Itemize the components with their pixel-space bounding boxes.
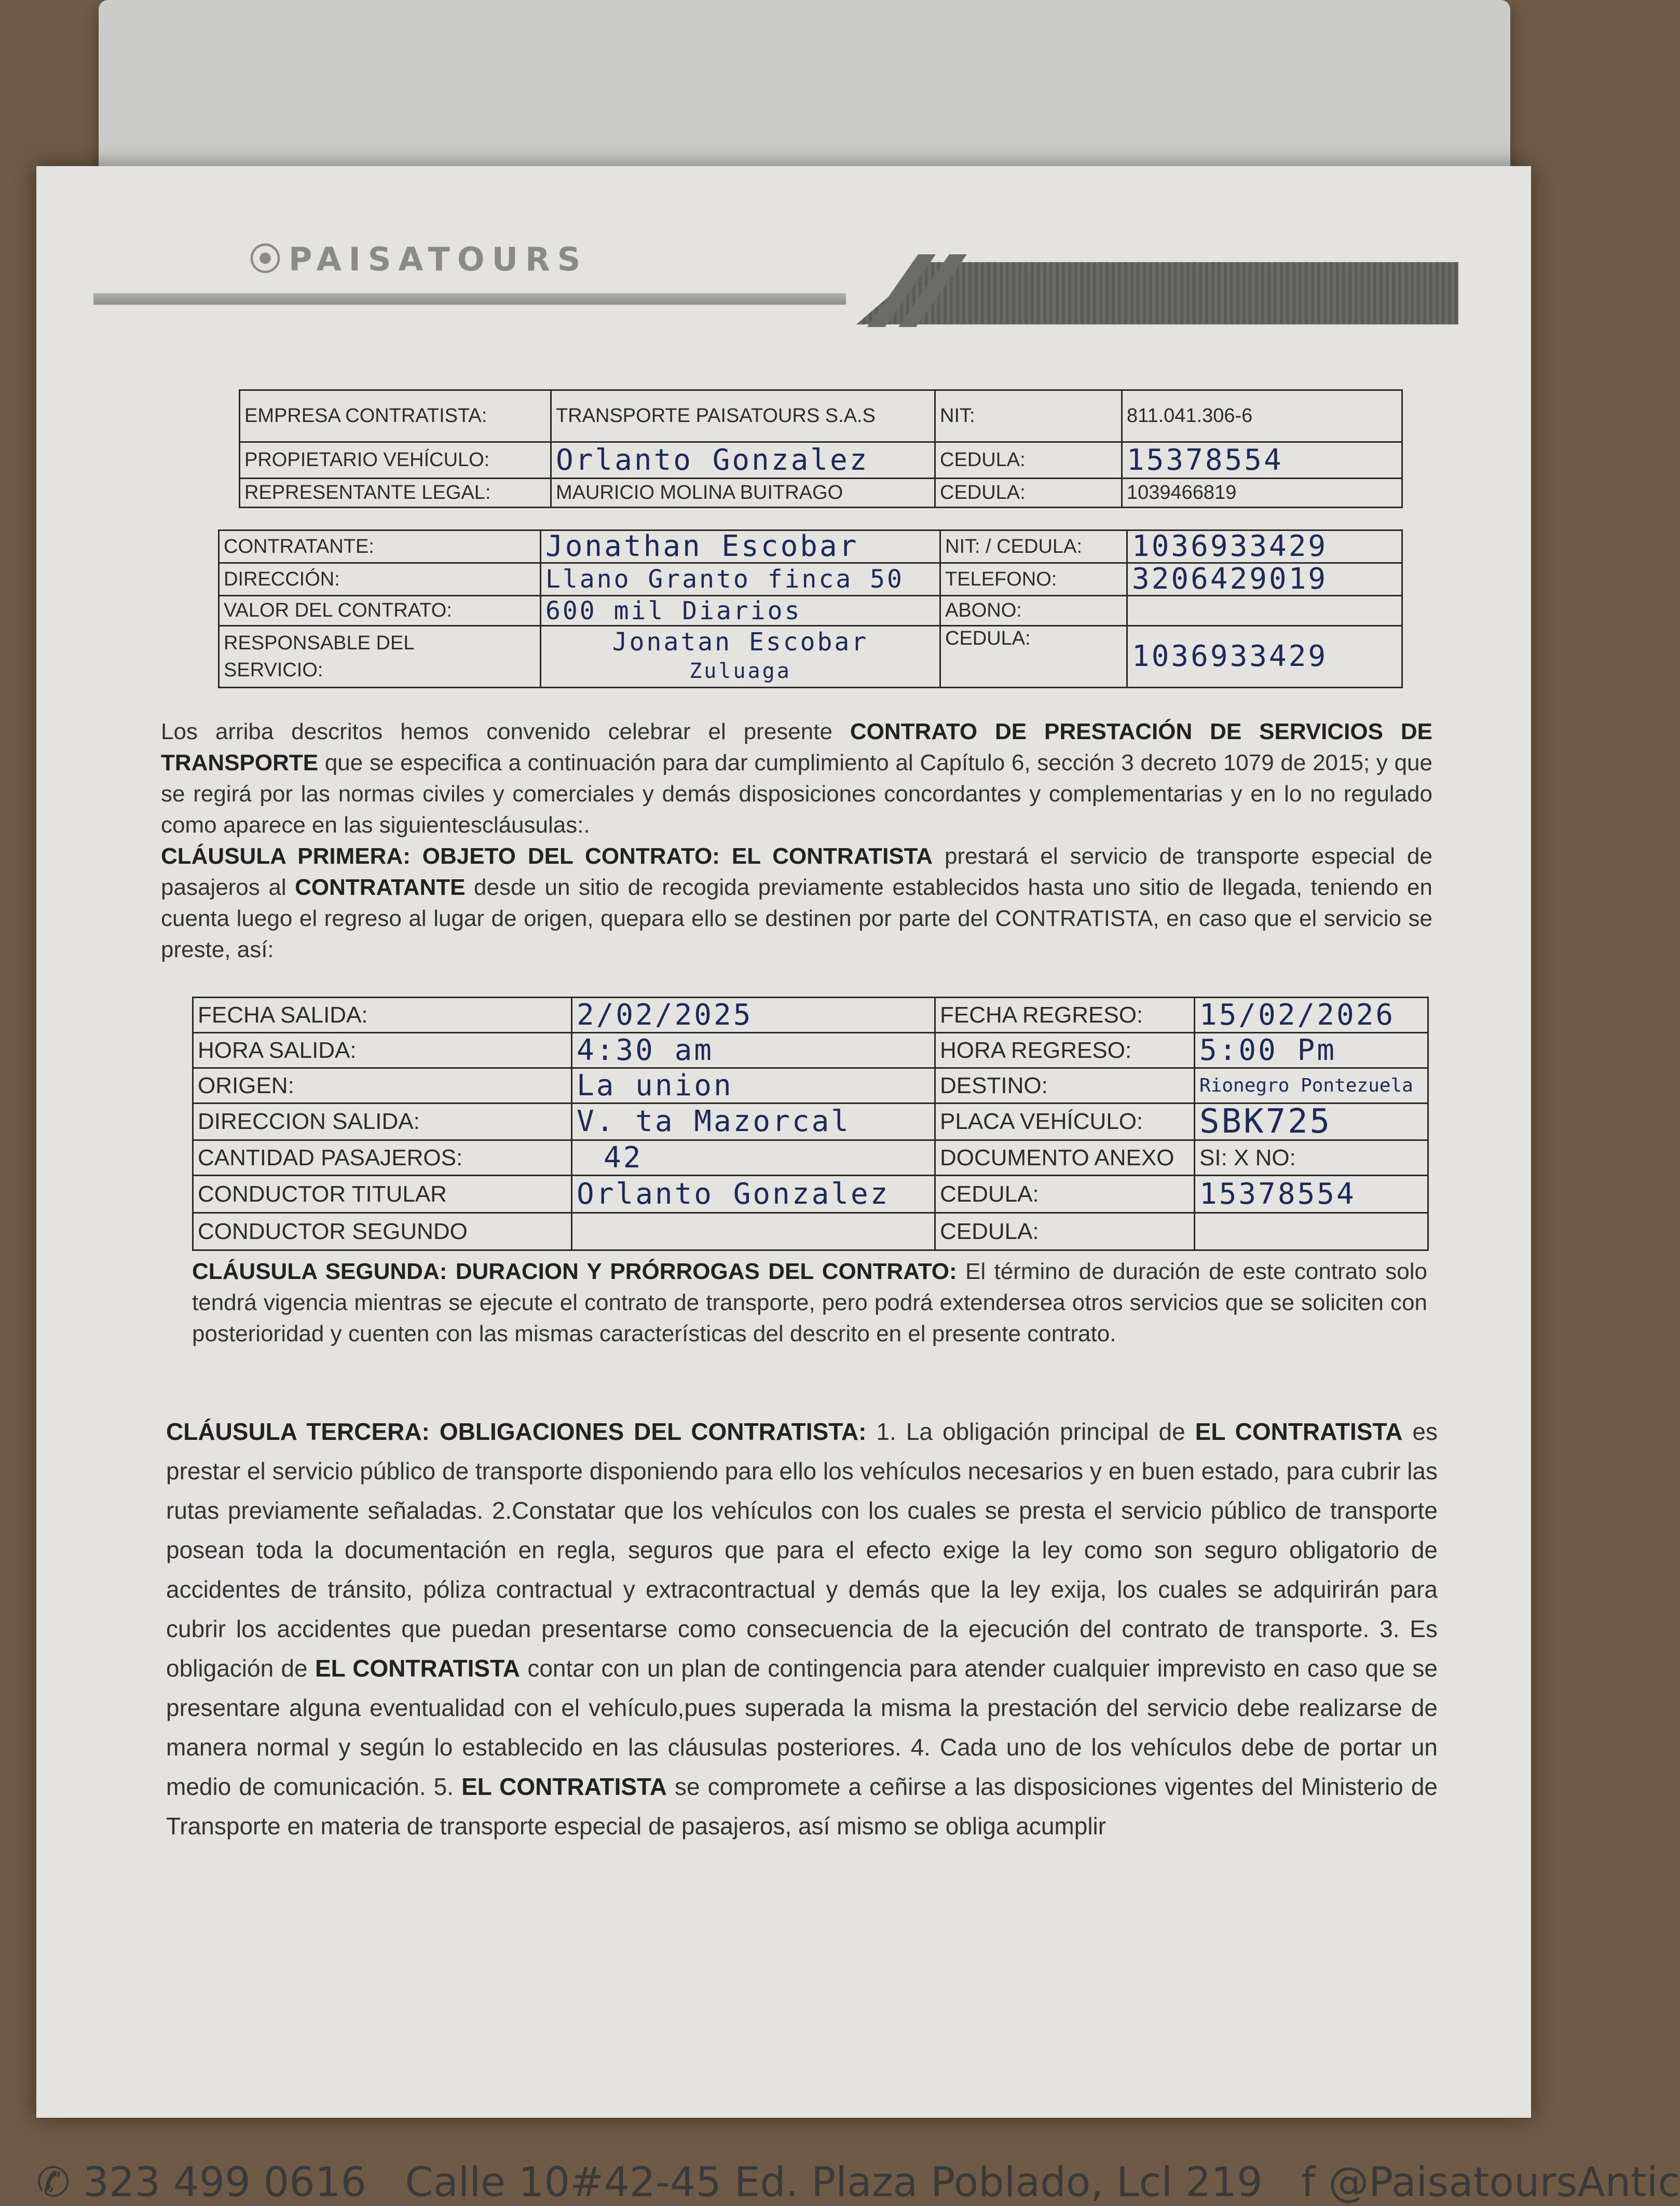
telefono-value: 3206429019 — [1127, 563, 1402, 596]
destino-value: Rionegro Pontezuela — [1195, 1068, 1428, 1104]
telefono-label: TELEFONO: — [940, 563, 1127, 596]
hora-regreso-value: 5:00 Pm — [1195, 1033, 1428, 1068]
documento-anexo-label: DOCUMENTO ANEXO — [935, 1140, 1195, 1176]
cedula-value: 1036933429 — [1127, 626, 1402, 688]
placa-label: PLACA VEHÍCULO: — [935, 1104, 1195, 1140]
direccion-value: Llano Granto finca 50 — [541, 563, 940, 596]
conductor-segundo-label: CONDUCTOR SEGUNDO — [193, 1213, 572, 1250]
cedula-label: CEDULA: — [935, 442, 1122, 479]
destino-label: DESTINO: — [935, 1068, 1195, 1104]
fecha-regreso-value: 15/02/2026 — [1195, 998, 1428, 1033]
nit-cedula-value: 1036933429 — [1127, 530, 1402, 563]
fecha-salida-label: FECHA SALIDA: — [193, 998, 572, 1033]
cedula-segundo-label: CEDULA: — [935, 1213, 1195, 1250]
footer-address: Calle 10#42-45 Ed. Plaza Poblado, Lcl 219 — [405, 2159, 1263, 2206]
client-table — [218, 529, 1403, 688]
intro-paragraph: Los arriba descritos hemos convenido celebrar el presente CONTRATO DE PRESTACIÓN DE SERVICIOS DE TRANSPORTE que se especifica a continuación para dar cumplimiento al Capítulo 6, sección 3 decreto 1079 de 2015; y que se regirá por las normas civiles y comerciales y demás disposiciones concordantes y complementarias y en lo no regulado como aparece en las siguientescláusulas:. — [161, 719, 1433, 838]
cedula-titular-value: 15378554 — [1195, 1176, 1428, 1213]
footer-contact — [36, 2159, 1680, 2206]
abono-label: ABONO: — [940, 596, 1127, 626]
propietario-value: Orlanto Gonzalez — [551, 442, 935, 479]
abono-value — [1127, 596, 1402, 626]
empresa-label: EMPRESA CONTRATISTA: — [240, 390, 551, 442]
cedula-label: CEDULA: — [935, 479, 1122, 508]
contratante-value: Jonathan Escobar — [541, 530, 940, 563]
cantidad-pasajeros-value: 42 — [572, 1140, 935, 1176]
direccion-salida-value: V. ta Mazorcal — [572, 1104, 935, 1140]
hora-regreso-label: HORA REGRESO: — [935, 1033, 1195, 1068]
conductor-segundo-value — [572, 1213, 935, 1250]
conductor-titular-label: CONDUCTOR TITULAR — [193, 1176, 572, 1213]
clause-first: CLÁUSULA PRIMERA: OBJETO DEL CONTRATO: EL CONTRATISTA prestará el servicio de transporte especial de pasajeros al CONTRATANTE desde un sitio de recogida previamente establecidos hasta uno sitio de llegada, teniendo en cuenta luego el regreso al lugar de origen, quepara ello se destinen por parte del CONTRATISTA, en caso que el servicio se preste, así: — [161, 843, 1432, 962]
company-table — [239, 389, 1403, 508]
brand-logo-text: ⦿PAISATOURS — [249, 240, 588, 278]
nit-cedula-label: NIT: / CEDULA: — [940, 530, 1127, 563]
propietario-label: PROPIETARIO VEHÍCULO: — [240, 442, 551, 479]
responsable-label: RESPONSABLE DEL SERVICIO: — [219, 626, 541, 688]
representante-label: REPRESENTANTE LEGAL: — [240, 479, 551, 508]
cedula-label: CEDULA: — [940, 626, 1127, 688]
fecha-regreso-label: FECHA REGRESO: — [935, 998, 1195, 1033]
clause-second: CLÁUSULA SEGUNDA: DURACION Y PRÓRROGAS DEL CONTRATO: El término de duración de este contrato solo tendrá vigencia mientras se ejecute el contrato de transporte, pero podrá extendersea otros servicios que se soliciten con posterioridad y cuenten con las mismas características del descrito en el presente contrato. — [192, 1259, 1427, 1346]
footer-phone: 323 499 0616 — [83, 2159, 367, 2206]
hora-salida-value: 4:30 am — [572, 1033, 935, 1068]
header-bar — [93, 293, 846, 305]
phone-icon: ✆ — [36, 2159, 71, 2206]
cantidad-pasajeros-label: CANTIDAD PASAJEROS: — [193, 1140, 572, 1176]
contratante-label: CONTRATANTE: — [219, 530, 541, 563]
origen-value: La union — [572, 1068, 935, 1104]
cedula-titular-label: CEDULA: — [935, 1176, 1195, 1213]
nit-value: 811.041.306-6 — [1122, 390, 1402, 442]
clause-third: CLÁUSULA TERCERA: OBLIGACIONES DEL CONTRATISTA: 1. La obligación principal de EL CONTRATISTA es prestar el servicio público de transporte disponiendo para ello los vehículos necesarios y en buen estado, para cubrir las rutas previamente señaladas. 2.Constatar que los vehículos con los cuales se presta el servicio público de transporte posean toda la documentación en regla, seguros que para el efecto exige la ley como son seguro obligatorio de accidentes de tránsito, póliza contractual y extracontractual y demás que la ley exija, los cuales se adquirirán para cubrir los accidentes que puedan presentarse como consecuencia de la ejecución del contrato de transporte. 3. Es obligación de EL CONTRATISTA contar con un plan de contingencia para atender cualquier imprevisto en caso que se presentare alguna eventualidad con el vehículo,pues superada la misma la prestación del servicio debe realizarse de manera normal y según lo establecido en las cláusulas posteriores. 4. Cada uno de los vehículos debe de portar un medio de comunicación. 5. EL CONTRATISTA se compromete a ceñirse a las disposiciones vigentes del Ministerio de Transporte en materia de transporte especial de pasajeros, así mismo se obliga acumplir — [166, 1418, 1438, 1840]
cedula-value: 15378554 — [1122, 442, 1402, 479]
valor-label: VALOR DEL CONTRATO: — [219, 596, 541, 626]
direccion-salida-label: DIRECCION SALIDA: — [193, 1104, 572, 1140]
representante-value: MAURICIO MOLINA BUITRAGO — [551, 479, 935, 508]
documento-anexo-value: SI: X NO: — [1195, 1140, 1428, 1176]
valor-value: 600 mil Diarios — [541, 596, 940, 626]
origen-label: ORIGEN: — [193, 1068, 572, 1104]
responsable-value: Jonatan Escobar Zuluaga — [541, 626, 940, 688]
nit-label: NIT: — [935, 390, 1122, 442]
placa-value: SBK725 — [1195, 1104, 1428, 1140]
trip-table — [192, 997, 1429, 1251]
social-icon: f — [1301, 2159, 1316, 2206]
empresa-value: TRANSPORTE PAISATOURS S.A.S — [551, 390, 935, 442]
cedula-value: 1039466819 — [1122, 479, 1402, 508]
contract-page — [36, 166, 1680, 2206]
cedula-segundo-value — [1195, 1213, 1428, 1250]
conductor-titular-value: Orlanto Gonzalez — [572, 1176, 935, 1213]
hora-salida-label: HORA SALIDA: — [193, 1033, 572, 1068]
fecha-salida-value: 2/02/2025 — [572, 998, 935, 1033]
footer-social: @PaisatoursAntic — [1328, 2159, 1680, 2206]
direccion-label: DIRECCIÓN: — [219, 563, 541, 596]
